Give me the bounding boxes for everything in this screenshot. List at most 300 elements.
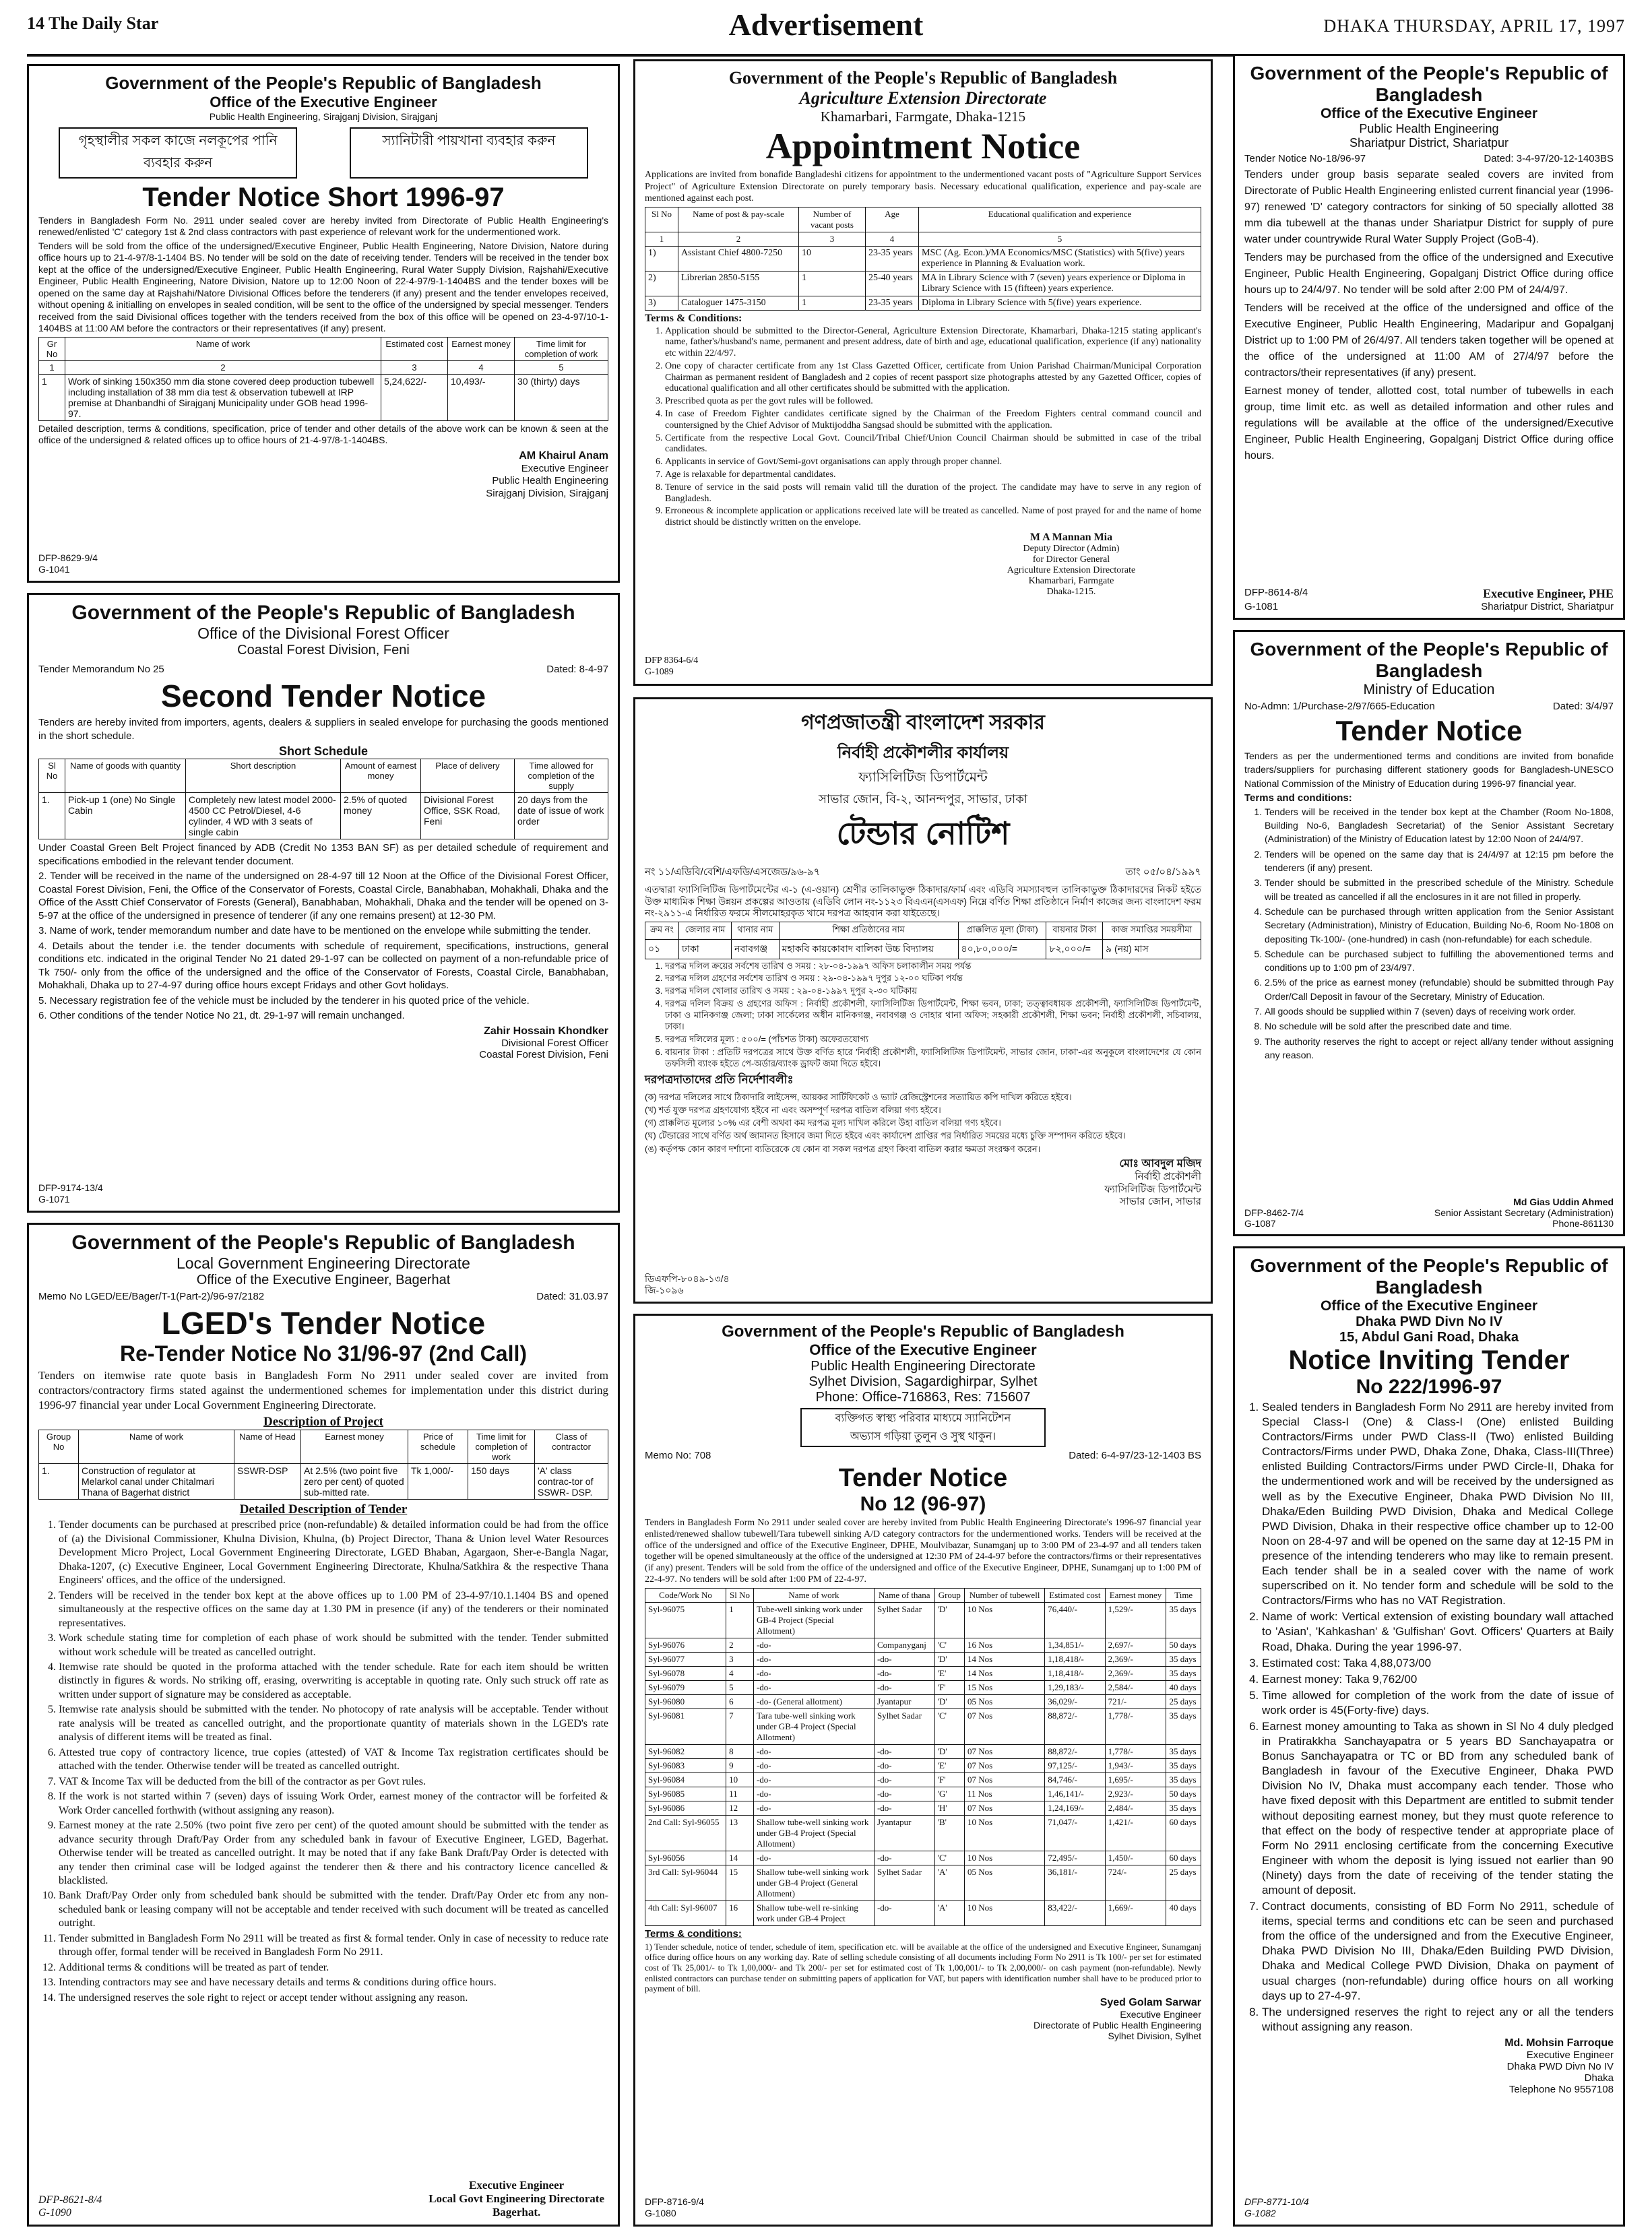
cell: 'D' <box>934 1694 964 1708</box>
gov-heading: Government of the People's Republic of Bangladesh <box>728 68 1118 88</box>
cell: 05 Nos <box>964 1865 1044 1900</box>
cell: 76,440/- <box>1045 1602 1105 1638</box>
list-item: 8. If the work is not started within 7 (seven) days of issuing Work Order, earnest money of the contractor will be forfeited & Work Order cancelled forthwith (without assigning any reason). <box>59 1790 608 1818</box>
cell: 1,29,183/- <box>1045 1680 1105 1694</box>
cell: 1,450/- <box>1105 1851 1166 1865</box>
col-header: শিক্ষা প্রতিষ্ঠানের নাম <box>779 922 958 939</box>
cell: 10 Nos <box>964 1815 1044 1851</box>
list-item: 9. Earnest money at the rate 2.50% (two point five zero per cent) of the quoted amount should be submitted with the tender as advance security through Draft/Pay Order from any scheduled bank in favour of Executive Engineer, LGED, Bagerhat. Otherwise tender will be treated as cancelled outright. It may be noted that if any fake Bank Draft/Pay Order is detected with any tender then criminal case will be lodged against the tenderer then & there and his contractory licence cancelled & blacklisted. <box>59 1819 608 1888</box>
office-heading: Office of the Executive Engineer <box>809 1341 1037 1358</box>
signatory-name: AM Khairul Anam <box>519 449 608 461</box>
gov-heading: Government of the People's Republic of Bangladesh <box>1250 63 1608 105</box>
table-row <box>645 1708 1201 1744</box>
cell: -do- <box>874 1652 934 1666</box>
cell: 'D' <box>934 1602 964 1638</box>
cell: 'F' <box>934 1680 964 1694</box>
cell: 60 days <box>1166 1851 1201 1865</box>
slogan-box <box>800 1408 1046 1447</box>
list-item: 1. Tender documents can be purchased at prescribed price (non-refundable) & detailed information could be had from the office of (a) the Divisional Commissioner, Khulna Division, Khulna, (b) Project Director, Thana & Union level Water Resources Development Micro Project, Local Government Engineering Directorate, LGED Bhaban, Agargaon, Sher-e-Bangla Nagar, Dhaka-1207, (c) Executive Engineer, Local Government Engineering Directorate, Khulna/Satkhira & the respective Thana Engineers' offices, and the office of the undersigned. <box>59 1519 608 1587</box>
list-item: 4. Earnest money: Taka 9,762/00 <box>1262 1672 1614 1687</box>
cell: 1,18,418/- <box>1045 1652 1105 1666</box>
dfp-code: DFP-9174-13/4 <box>38 1182 103 1194</box>
ad-code <box>38 1182 103 1205</box>
cell: -do- <box>753 1758 874 1772</box>
memo-number: Memo No: 708 <box>645 1450 711 1461</box>
list-item: 2. Tenders will be received in the tender box kept at the above offices up to 1.00 PM of 23-4-97/10.1.1404 BS and opened simultaneously at the respective offices on the same day at 1.30 PM in presence (if any) of the tenderers or their nominated representatives. <box>59 1589 608 1630</box>
cell: 10 <box>799 246 866 271</box>
cell: 07 Nos <box>964 1758 1044 1772</box>
g-code: G-1090 <box>38 2206 71 2218</box>
cell: Syl-96080 <box>645 1694 726 1708</box>
works-table-body <box>645 1602 1201 1925</box>
cell: 14 <box>726 1851 754 1865</box>
list-item: 3. Estimated cost: Taka 4,88,073/00 <box>1262 1656 1614 1671</box>
district-heading: Shariatpur District, Shariatpur <box>1349 136 1509 150</box>
address-heading: 15, Abdul Gani Road, Dhaka <box>1339 1330 1519 1345</box>
g-code: G-1089 <box>645 667 674 678</box>
ad-title: LGED's Tender Notice <box>161 1306 486 1341</box>
cell: 1,529/- <box>1105 1602 1166 1638</box>
item-label: Estimated cost <box>1262 1656 1337 1669</box>
list-item: 6. Earnest money amounting to Taka as shown in Sl No 4 duly pledged in Pratirakkha Sanchayapatra or 5 years BD Sanchayapatra or Bonus Sanchayapatra or TC or BD from any scheduled bank of Bangladesh in favour of the Executive Engineer, Dhaka PWD Division No IV, Dhaka must accompany each tender. Those who have fixed deposit with this Department are entitled to submit tender without depositing earnest money, but they must quote reference to that effect on the body of respective tender at appropriate place of Form No 2911 enclosing certificate from the concerning Executive Engineer with whom the deposit is lying issued not earlier than 90 (Ninety) days from the date of receiving of the tender stating the amount of deposit. <box>1262 1719 1614 1898</box>
table-row <box>645 246 1201 271</box>
cell: 'C' <box>934 1851 964 1865</box>
cell: 2,697/- <box>1105 1638 1166 1652</box>
signature-block <box>1244 2037 1614 2095</box>
col-header: Name of work <box>79 1430 234 1464</box>
list-item: 4. Schedule can be purchased through written application from the Senior Assistant Secretary (Administration), Ministry of Education, Building No-6, Room No-1808 on depositing Tk-100/- (one-hundred) in cash (non-refundable) for each schedule. <box>1265 905 1614 946</box>
signatory-name: Syed Golam Sarwar <box>1100 1996 1201 2008</box>
signatory-division: Coastal Forest Division, Feni <box>479 1048 608 1060</box>
dfp-code: DFP-8629-9/4 <box>38 552 98 564</box>
ad-title: Tender Notice <box>1335 715 1523 746</box>
signatory-title: Executive Engineer <box>1120 2008 1201 2020</box>
cell: 1,46,141/- <box>1045 1787 1105 1801</box>
signatory-title: নির্বাহী প্রকৌশলী <box>1135 1170 1201 1182</box>
col-number: 1 <box>39 360 65 374</box>
cell: 83,422/- <box>1045 1900 1105 1925</box>
list-item: 7. All goods should be supplied within 7 (seven) days of receiving work order. <box>1265 1004 1614 1018</box>
ad-subtitle: No 222/1996-97 <box>1356 1376 1502 1398</box>
cell: Sylhet Sadar <box>874 1708 934 1744</box>
list-item: 9. The authority reserves the right to accept or reject all/any tender without assigning any reason. <box>1265 1035 1614 1062</box>
cell: -do- <box>874 1772 934 1787</box>
cell: 2.5% of quoted money <box>341 793 421 839</box>
cell: Construction of regulator at Melarkol canal under Chitalmari Thana of Bagerhat district <box>79 1464 234 1500</box>
cell: -do- <box>874 1801 934 1815</box>
col-header: Name of goods with quantity <box>65 759 186 793</box>
reference-number: নং ১১/এডিবি/বেশি/এফডি/এসজেড/৯৬-৯৭ <box>645 866 821 878</box>
cell: 1 <box>39 374 65 420</box>
ad-lged-bagerhat <box>27 1223 620 2227</box>
col-header: Earnest money <box>448 337 515 360</box>
body-text: এতদ্বারা ফ্যাসিলিটিজ ডিপার্টমেন্টের এ-১ (এ-ওয়ান) শ্রেণীর তালিকাভুক্ত ঠিকাদার/ফার্ম এবং এডিবি সমস্যাবহুল তালিকাভুক্ত ঠিকাদারদের নিকট হইতে উক্ত মাধ্যমিক শিক্ষা উন্নয়ন প্রকল্পের আওতায় (এডিবি লোন নং-১১২৩ বিএএন(এসএফ) নিম্নে বর্ণিত শিক্ষা প্রতিষ্ঠানে নির্মাণ কাজের জন্য বাংলাদেশ ফরম নং-২৯১১-এ নির্ধারিত ফরমে সীলমোহরকৃত খামে দরপত্র আহবান করা যাইতেছে। <box>645 884 1201 918</box>
col-header: Number of tubewell <box>964 1588 1044 1602</box>
col-header: Group No <box>39 1430 79 1464</box>
cell: 10 Nos <box>964 1602 1044 1638</box>
col-header: Time allowed for completion of the supply <box>515 759 608 793</box>
ministry-heading: Ministry of Education <box>1363 682 1495 697</box>
signatory-title: Executive Engineer, PHE <box>1483 587 1614 600</box>
body-text: Tenders are hereby invited from importers, agents, dealers & suppliers in sealed envelope for purchasing the goods mentioned in the short schedule. <box>38 717 608 742</box>
slogan-left: গৃহস্থালীর সকল কাজে নলকূপের পানি ব্যবহার করুন <box>59 127 297 179</box>
cell: Tk 1,000/- <box>408 1464 468 1500</box>
cell: At 2.5% (two point five zero per cent) of quoted sub-mitted rate. <box>301 1464 408 1500</box>
cell: Work of sinking 150x350 mm dia stone covered deep production tubewell including installation of 38 mm dia test & observation tubewell at IRP premise at Dhanbandhi of Sirajganj Municipality under GOB head 1996-97. <box>65 374 381 420</box>
phone-number: Telephone No 9557108 <box>1508 2083 1614 2095</box>
cell: 'H' <box>934 1801 964 1815</box>
cell: মহাকবি কায়কোবাদ বালিকা উচ্চ বিদ্যালয় <box>779 939 958 959</box>
cell: -do- <box>874 1680 934 1694</box>
col-header: Name of post & pay-scale <box>678 207 799 232</box>
posts-table <box>645 207 1201 311</box>
col-header: Time limit for completion of work <box>468 1430 535 1464</box>
cell: Assistant Chief 4800-7250 <box>678 246 799 271</box>
cell: 84,746/- <box>1045 1772 1105 1787</box>
cell: 2,484/- <box>1105 1801 1166 1815</box>
col-header: কাজ সমাপ্তির সময়সীমা <box>1103 922 1201 939</box>
cell: 35 days <box>1166 1801 1201 1815</box>
cell: 1 <box>799 296 866 310</box>
cell: 1,778/- <box>1105 1744 1166 1758</box>
cell: 1. <box>39 1464 79 1500</box>
cell: Tara tube-well sinking work under GB-4 Project (Special Allotment) <box>753 1708 874 1744</box>
office-heading: Office of the Executive Engineer <box>210 94 437 110</box>
body-text: Tenders will be received at the office of the undersigned and office of the Executive Engineer, Public Health Engineering, Madaripur and Gopalganj District up to 1:00 PM of 26/4/97. All tenders taken together will be opened at the office of the undersigned at 11:00 AM of 27/4/97 before the contractors/their representatives (if any) present. <box>1244 302 1614 379</box>
col-header: Place of delivery <box>421 759 515 793</box>
col-header: Educational qualification and experience <box>919 207 1201 232</box>
works-table <box>645 922 1201 959</box>
cell: Shallow tube-well sinking work under GB-4 Project (General Allotment) <box>753 1865 874 1900</box>
footer-row <box>1244 1196 1614 1229</box>
signature-block <box>941 532 1201 598</box>
cell: Diploma in Library Science with 5(five) years experience. <box>919 296 1201 310</box>
cell: 'B' <box>934 1815 964 1851</box>
body-text: Tenders on itemwise rate quote basis in Bangladesh Form No 2911 under sealed cover are invited from contractors/contractory firms stated against the undermentioned schemes for implementation under this district during 1996-97 financial year under Local Government Engineering Directorate. <box>38 1369 608 1412</box>
cell: -do- <box>753 1851 874 1865</box>
cell: Syl-96082 <box>645 1744 726 1758</box>
slogan-line: ব্যক্তিগত স্বাস্থ্য পরিবার মাধ্যমে স্যানিটেশন <box>835 1413 1011 1424</box>
list-item: 10. Bank Draft/Pay Order only from scheduled bank should be submitted with the tender. Draft/Pay Order etc from any non-scheduled bank or leasing company will not be acceptable and tender received with such document will be treated as cancelled outright. <box>59 1889 608 1930</box>
body-text: Detailed description, terms & conditions, specification, price of tender and other details of the above work can be known & seen at the office of the undersigned & related offices up to office hours of 21-4-97/8-1-1404BS. <box>38 422 608 445</box>
signatory-place: Bagerhat. <box>492 2206 541 2218</box>
table-row <box>645 1602 1201 1638</box>
cell: 150 days <box>468 1464 535 1500</box>
project-table <box>38 1430 608 1500</box>
cell: -do- <box>874 1758 934 1772</box>
cell: Syl-96079 <box>645 1680 726 1694</box>
list-item: 4. In case of Freedom Fighter candidates certificate signed by the Chairman of the Freedom Fighters central command council and countersigned by the Chief Advisor of Muktijoddha Sangsad should be submitted with the application. <box>665 409 1201 432</box>
list-item: 1. Application should be submitted to the Director-General, Agriculture Extension Directorate, Khamarbari, Dhaka-1215 stating applicant's name, father's/husband's name, permanent and present address, date of birth and age, educational qualification, experience (if any) nationality etc within 22/4/97. <box>665 326 1201 360</box>
g-code: G-1082 <box>1244 2208 1276 2219</box>
g-code: G-1080 <box>645 2208 676 2219</box>
col-header: Sl No <box>645 207 678 232</box>
cell: 4 <box>726 1666 754 1680</box>
body-text: Applications are invited from bonafide Bangladeshi citizens for appointment to the undermentioned vacant posts of "Agriculture Support Services Project" of Agriculture Extension Directorate on purely temporary basis. Necessary educational qualification, experience and pay-scale are mentioned against each post. <box>645 170 1201 203</box>
cell: 88,872/- <box>1045 1744 1105 1758</box>
signature-block <box>38 1025 608 1060</box>
table-row <box>39 374 608 420</box>
signatory-title: Divisional Forest Officer <box>501 1037 608 1049</box>
cell: 10 Nos <box>964 1900 1044 1925</box>
work-table <box>38 337 608 421</box>
cell: -do- <box>753 1744 874 1758</box>
instructions-title: দরপত্রদাতাদের প্রতি নির্দেশাবলীঃ <box>645 1073 794 1086</box>
col-number: 1 <box>645 232 678 246</box>
schedule-list <box>645 961 1201 1070</box>
gov-heading: গণপ্রজাতন্ত্রী বাংলাদেশ সরকার <box>801 711 1045 734</box>
list-item: 6. Attested true copy of contractory licence, true copies (attested) of VAT & Income Tax registration certificates should be attached with the tender. Otherwise tender will be treated as cancelled outright. <box>59 1746 608 1774</box>
dept-heading: Public Health Engineering Directorate <box>811 1359 1036 1374</box>
list-item: 5. Time allowed for completion of the work from the date of issue of work order is 45(Forty-five) days. <box>1262 1688 1614 1718</box>
cell: -do- <box>753 1666 874 1680</box>
cell: -do- <box>753 1801 874 1815</box>
reference-number: Tender Notice No-18/96-97 <box>1244 153 1366 164</box>
table-row <box>645 939 1201 959</box>
table-row <box>645 1652 1201 1666</box>
ad-title: Appointment Notice <box>765 126 1081 166</box>
signatory-place: Shariatpur District, Shariatpur <box>1481 601 1614 612</box>
detail-list <box>38 1519 608 2005</box>
table-row <box>645 1680 1201 1694</box>
list-item: 8. No schedule will be sold after the prescribed date and time. <box>1265 1019 1614 1033</box>
cell: 1. <box>39 793 65 839</box>
division-heading: Public Health Engineering, Sirajganj Division, Sirajganj <box>209 111 438 122</box>
list-item: 5. দরপত্র দলিলের মূল্য : ৫০০/= (পাঁচশত টাকা) অফেরতযোগ্য <box>665 1034 1201 1046</box>
cell: 23-35 years <box>866 296 919 310</box>
cell: 88,872/- <box>1045 1708 1105 1744</box>
signatory-title: Deputy Director (Admin) <box>1023 544 1120 554</box>
cell: 36,029/- <box>1045 1694 1105 1708</box>
cell: 50 days <box>1166 1638 1201 1652</box>
g-code: জি-১০৯৬ <box>645 1285 684 1296</box>
cell: 07 Nos <box>964 1801 1044 1815</box>
ref-row <box>645 864 1201 881</box>
col-header: ক্রম নং <box>645 922 679 939</box>
signatory-division: Sirajganj Division, Sirajganj <box>486 488 608 499</box>
cell: 10 Nos <box>964 1851 1044 1865</box>
cell: 35 days <box>1166 1602 1201 1638</box>
ad-phe-shariatpur <box>1233 54 1625 620</box>
cell: 7 <box>726 1708 754 1744</box>
notice-date: তাং ০৫/০৪/১৯৯৭ <box>1125 866 1201 878</box>
dfp-code: DFP-8614-8/4 <box>1244 587 1308 598</box>
cell: Sylhet Sadar <box>874 1602 934 1638</box>
list-item: 3. দরপত্র দলিল খোলার তারিখ ও সময় : ২৯-০৪-১৯৯৭ দুপুর ২-৩০ ঘটিকায় <box>665 986 1201 997</box>
cell: 36,181/- <box>1045 1865 1105 1900</box>
col-header: Sl No <box>39 759 65 793</box>
cell: 'C' <box>934 1708 964 1744</box>
notice-date: Dated: 3-4-97/20-12-1403BS <box>1484 153 1614 164</box>
cell: -do- <box>874 1900 934 1925</box>
cell: 40 days <box>1166 1680 1201 1694</box>
dept-heading: Public Health Engineering <box>1359 122 1499 135</box>
ad-pwd-dhaka <box>1233 1246 1625 2227</box>
cell: 'D' <box>934 1652 964 1666</box>
col-header: Group <box>934 1588 964 1602</box>
signatory-dept: Local Govt Engineering Directorate <box>428 2192 604 2205</box>
signatory-division: Dhaka PWD Divn No IV <box>1506 2060 1614 2072</box>
cell: 724/- <box>1105 1865 1166 1900</box>
cell: 13 <box>726 1815 754 1851</box>
ad-phe-sylhet <box>633 1314 1213 2227</box>
cell: 05 Nos <box>964 1694 1044 1708</box>
list-item: 8. The undersigned reserves the right to reject any or all the tenders without assigning any reason. <box>1262 2005 1614 2035</box>
signatory-title: Executive Engineer <box>469 2179 565 2192</box>
table-row <box>645 1694 1201 1708</box>
cell: 1,421/- <box>1105 1815 1166 1851</box>
cell: 23-35 years <box>866 246 919 271</box>
schedule-table <box>38 759 608 839</box>
cell: 20 days from the date of issue of work order <box>515 793 608 839</box>
list-item: 3. Tender should be submitted in the prescribed schedule of the Ministry. Schedule will be treated as cancelled if all the enclosures in it are not filled in properly. <box>1265 876 1614 903</box>
gov-heading: Government of the People's Republic of Bangladesh <box>71 1232 575 1254</box>
signatory-title: Executive Engineer <box>521 462 608 474</box>
cell: 35 days <box>1166 1772 1201 1787</box>
dfp-code: ডিএফপি-৮০৪৯-১৩/৪ <box>645 1273 730 1285</box>
cell: 1) <box>645 246 678 271</box>
body-text: 6. Other conditions of the tender Notice No 21, dt. 29-1-97 will remain unchanged. <box>38 1010 405 1021</box>
list-item: 3. Prescribed quota as per the govt rules will be followed. <box>665 396 1201 408</box>
ad-code <box>645 1273 730 1296</box>
cell: -do- (General allotment) <box>753 1694 874 1708</box>
table-row <box>645 1815 1201 1851</box>
signatory-city: Dhaka <box>1584 2072 1614 2084</box>
cell: 'G' <box>934 1787 964 1801</box>
cell: 6 <box>726 1694 754 1708</box>
col-number: 2 <box>65 360 381 374</box>
body-text: 3. Name of work, tender memorandum number and date have to be mentioned on the envelope while submitting the tender. <box>38 925 591 936</box>
ad-phe-sirajganj <box>27 64 620 583</box>
cell: 35 days <box>1166 1758 1201 1772</box>
table-row <box>645 271 1201 296</box>
cell: ০১ <box>645 939 679 959</box>
cell: 9 <box>726 1758 754 1772</box>
signatory-name: মোঃ আবদুল মজিদ <box>1119 1157 1201 1170</box>
signature-block <box>38 449 608 501</box>
cell: 1,695/- <box>1105 1772 1166 1787</box>
cell: 2 <box>726 1638 754 1652</box>
cell: 'A' <box>934 1865 964 1900</box>
cell: Jyantapur <box>874 1815 934 1851</box>
cell: 'E' <box>934 1758 964 1772</box>
dept-heading: Local Government Engineering Directorate <box>177 1254 470 1272</box>
dfp-code: DFP-8771-10/4 <box>1244 2196 1309 2208</box>
col-header: Amount of earnest money <box>341 759 421 793</box>
signature-block <box>428 2179 604 2219</box>
body-text: 1) Tender schedule, notice of tender, schedule of item, specification etc. will be available at the office of the undersigned and Executive Engineer, Sunamganj office during office hours on any working day. Rate of selling schedule consisting of all documents including Form No 2911 is Tk 100/- per set for estimated cost of Tk 25,001/- to Tk 1,00,000/- and Tk 200/- per set for estimated cost of Tk 1,00,001/- to Tk 2,00,000/- on cash payment (non-refundable). Newly enlisted contractors can purchase tender on submitting papers of application for VAT, but papers with identification number shall have to be produced prior to payment of bill. <box>645 1941 1201 1994</box>
cell: 97,125/- <box>1045 1758 1105 1772</box>
list-item: 5. Schedule can be purchased subject to fulfilling the abovementioned terms and conditions up to 1:00 pm of 23/4/97. <box>1265 947 1614 975</box>
signatory-name: Zahir Hossain Khondker <box>484 1025 608 1037</box>
item-value: Taka 4,88,073/00 <box>1343 1656 1432 1669</box>
cell: 15 Nos <box>964 1680 1044 1694</box>
cell: 2,923/- <box>1105 1787 1166 1801</box>
cell: 35 days <box>1166 1666 1201 1680</box>
cell: নবাবগঞ্জ <box>732 939 780 959</box>
cell: SSWR-DSP <box>234 1464 301 1500</box>
ad-code <box>645 656 698 678</box>
list-item: 2. One copy of character certificate from any 1st Class Gazetted Officer, certificate from Union Parishad Chairman/Municipal Corporation Chairman as permanent resident of Bangladesh and 2 copies of recent passport size photographs attested by any Gazetted Officer, copies of educational qualification and all other certificates should be submitted with the application. <box>665 361 1201 395</box>
body-text: Tenders under group basis separate sealed covers are invited from Directorate of Public Health Engineering enlisted current financial year (1996-97) renewed 'D' category contractors for sinking of 50 specially allotted 38 mm dia tubewell at the thanas under Shariatpur District for supply of pure water under countrywide Rural Water Supply Project (GoB-4). <box>1244 169 1614 245</box>
list-item: 6. বায়নার টাকা : প্রতিটি দরপত্রের সাথে উক্ত বর্ণিত হারে 'নির্বাহী প্রকৌশলী, ফ্যাসিলিটিজ ডিপার্টমেন্ট, সাভার জোন, ঢাকা'-এর অনুকূলে বাংলাদেশের যে কোন তফসিলী ব্যাংক হইতে পে-অর্ডার/ব্যাংক ড্রাফট জমা দিতে হইবে। <box>665 1047 1201 1070</box>
cell: -do- <box>874 1666 934 1680</box>
ad-bangla-tender <box>633 697 1213 1304</box>
cell: Completely new latest model 2000-4500 CC Petrol/Diesel, 4-6 cylinder, 4 WD with 3 seats of single cabin <box>186 793 341 839</box>
cell: 16 <box>726 1900 754 1925</box>
cell: 5,24,622/- <box>381 374 448 420</box>
g-code: G-1041 <box>38 564 70 575</box>
cell: Syl-96085 <box>645 1787 726 1801</box>
slogan-right: স্যানিটারী পায়খানা ব্যবহার করুন <box>350 127 588 179</box>
cell: 35 days <box>1166 1744 1201 1758</box>
notice-date: Dated: 8-4-97 <box>546 664 608 675</box>
cell: 3rd Call: Syl-96044 <box>645 1865 726 1900</box>
cell: 14 Nos <box>964 1666 1044 1680</box>
col-header: Name of Head <box>234 1430 301 1464</box>
ad-subtitle: Re-Tender Notice No 31/96-97 (2nd Call) <box>120 1341 527 1366</box>
cell: 40 days <box>1166 1900 1201 1925</box>
signature-block <box>645 1157 1201 1209</box>
body-text: Under Coastal Green Belt Project financed by ADB (Credit No 1353 BAN SF) as per detailed schedule of requirement and specifications embodied in the relevant tender document. <box>38 842 608 867</box>
ad-code <box>38 552 98 575</box>
gov-heading: Government of the People's Republic of Bangladesh <box>105 73 542 93</box>
gov-heading: Government of the People's Republic of Bangladesh <box>1250 639 1608 681</box>
list-item: 6. Applicants in service of Govt/Semi-govt organisations can apply through proper channel. <box>665 457 1201 468</box>
col-header: প্রাক্কলিত মূল্য (টাকা) <box>958 922 1046 939</box>
notice-date: Dated: 3/4/97 <box>1552 701 1614 712</box>
cell: 07 Nos <box>964 1772 1044 1787</box>
col-header: জেলার নাম <box>678 922 731 939</box>
ref-row <box>38 664 608 675</box>
cell: Syl-96086 <box>645 1801 726 1815</box>
col-header: Number of vacant posts <box>799 207 866 232</box>
address-heading: সাভার জোন, বি-২, আনন্দপুর, সাভার, ঢাকা <box>818 792 1028 806</box>
ref-row <box>38 1291 608 1302</box>
signatory-division: ফ্যাসিলিটিজ ডিপার্টমেন্ট <box>1104 1183 1201 1195</box>
signatory-for: for Director General <box>1032 554 1110 565</box>
ref-row <box>1244 153 1614 164</box>
cell: 25 days <box>1166 1694 1201 1708</box>
signatory-name: Md Gias Uddin Ahmed <box>1513 1196 1614 1207</box>
body-text: 5. Necessary registration fee of the vehicle must be included by the tenderer in his quoted price of the vehicle. <box>38 994 530 1007</box>
table-row <box>645 1900 1201 1925</box>
col-header: বায়নার টাকা <box>1046 922 1103 939</box>
ref-row <box>645 1450 1201 1461</box>
table-row <box>645 1772 1201 1787</box>
ad-forest-feni <box>27 593 620 1213</box>
table-row <box>645 1666 1201 1680</box>
memo-number: Memo No LGED/EE/Bager/T-1(Part-2)/96-97/2182 <box>38 1291 265 1302</box>
ad-title: Notice Inviting Tender <box>1288 1345 1570 1375</box>
terms-title: Terms and conditions: <box>1244 792 1352 804</box>
col-header: Estimated cost <box>1045 1588 1105 1602</box>
cell: 'F' <box>934 1772 964 1787</box>
cell: 10 <box>726 1772 754 1787</box>
cell: Cataloguer 1475-3150 <box>678 296 799 310</box>
cell: -do- <box>753 1638 874 1652</box>
cell: -do- <box>874 1851 934 1865</box>
footer-row <box>1244 587 1614 612</box>
address-heading: Khamarbari, Farmgate, Dhaka-1215 <box>820 108 1026 125</box>
col-header: Sl No <box>726 1588 754 1602</box>
ad-code <box>645 2196 704 2219</box>
list-item: 4. Itemwise rate should be quoted in the proforma attached with the tender schedule. Rate for each item should be written distinctly in figures & words. No striking off, erasing, overwriting is acceptable in quoting rate. Only such struck off rate as written under support of signature may be considered as acceptable. <box>59 1661 608 1702</box>
list-item: 14. The undersigned reserves the sole right to reject or accept tender without assigning any reason. <box>59 1991 608 2005</box>
ad-title: Second Tender Notice <box>160 678 486 713</box>
body-text: 2. Tender will be received in the name of the undersigned on 28-4-97 till 12 Noon at the Office of the Divisional Forest Officer, Coastal Forest Division, Feni, the Office of the Conservator of Forests, Coastal Circle, Banabhaban, Mohakhali, Dhaka and the Office of the Asstt Chief Conservator of Forests (General), Banabhaban, Mohakhali, Dhaka and the tender will be opened on 3-5-97 at the office of the undersigned in presence of tenderer (if any one remains present) at 12-30 PM. <box>38 870 608 922</box>
cell: 71,047/- <box>1045 1815 1105 1851</box>
